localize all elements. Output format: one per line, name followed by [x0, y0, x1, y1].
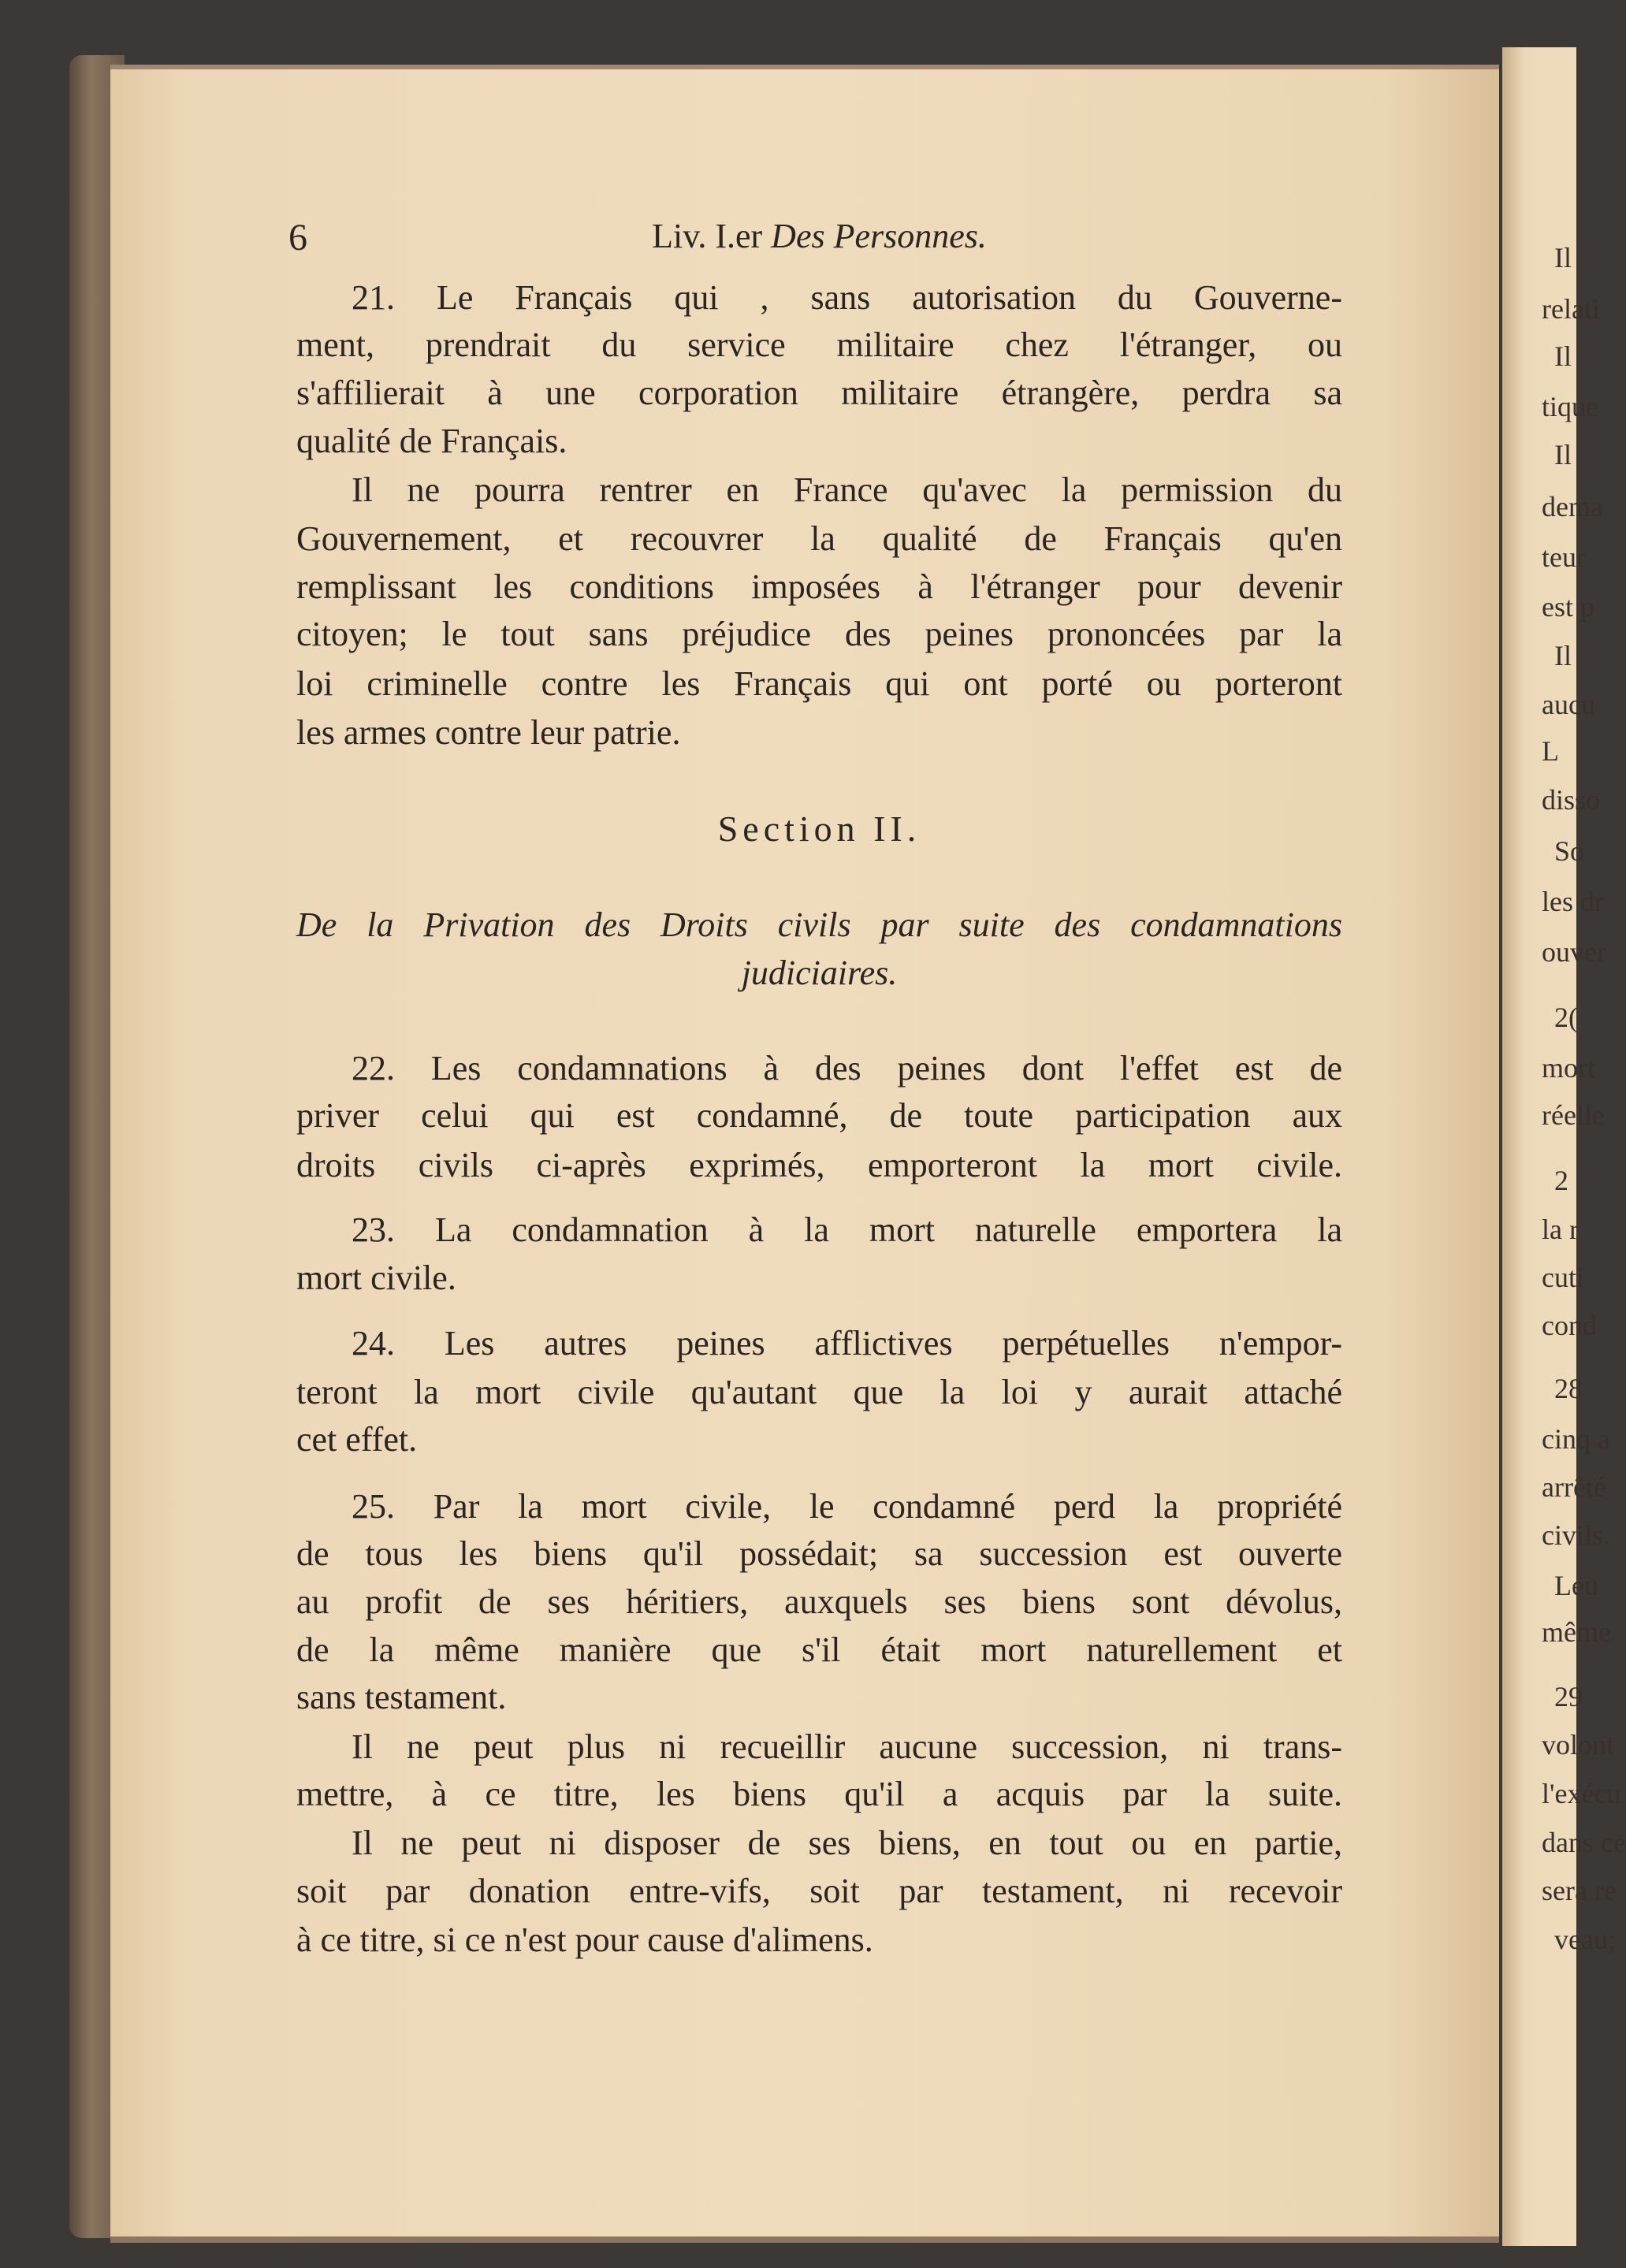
text-line: mort civile. — [296, 1258, 456, 1297]
section-subtitle-line-1: De la Privation des Droits civils par suite des condamnations — [296, 905, 1342, 944]
facing-page-fragment: arrêté — [1542, 1471, 1606, 1504]
text-line: Il ne peut plus ni recueillir aucune succession, ni trans- — [352, 1727, 1342, 1766]
facing-page-fragment: disso — [1542, 784, 1601, 816]
facing-page-fragment: la r — [1542, 1214, 1579, 1246]
facing-page-fragment: l'exécu — [1542, 1778, 1621, 1810]
facing-page-fragment: civils. — [1542, 1519, 1610, 1551]
text-line: mettre, à ce titre, les biens qu'il a acquis par la suite. — [296, 1775, 1342, 1814]
facing-page-fragment: teur — [1542, 541, 1586, 574]
facing-page-fragment: même — [1542, 1615, 1611, 1648]
text-line: cet effet. — [296, 1420, 418, 1459]
facing-page-fragment: mort — [1542, 1051, 1595, 1084]
text-line: citoyen; le tout sans préjudice des peines prononcées par la — [296, 615, 1342, 654]
facing-page-fragment: ouver — [1542, 936, 1606, 969]
facing-page-fragment: 2( — [1554, 1001, 1578, 1033]
text-line: au profit de ses héritiers, auxquels ses biens sont dévolus, — [296, 1582, 1342, 1621]
facing-page-fragment: Il — [1554, 242, 1572, 274]
facing-page-fragment: dema — [1542, 490, 1603, 522]
facing-page-fragment: aucu — [1542, 689, 1595, 721]
facing-page-fragment: volont — [1542, 1728, 1615, 1760]
facing-page-fragment: 2 — [1554, 1165, 1568, 1197]
text-line: 25. Par la mort civile, le condamné perd la propriété — [352, 1486, 1342, 1526]
facing-page-fragment: réelle — [1542, 1099, 1605, 1132]
text-line: ment, prendrait du service militaire chez l'étranger, ou — [296, 325, 1342, 365]
section-subtitle-line-2: judiciaires. — [741, 954, 898, 992]
facing-page-fragment: cinq a — [1542, 1423, 1610, 1456]
facing-page-fragment: cuti — [1542, 1261, 1584, 1293]
facing-page-fragment: sera re — [1542, 1875, 1617, 1906]
text-line: sans testament. — [296, 1678, 507, 1717]
facing-page-fragment: Leu — [1554, 1569, 1598, 1601]
facing-page-fragment: 29 — [1554, 1681, 1583, 1713]
text-line: qualité de Français. — [296, 421, 567, 460]
text-line: loi criminelle contre les Français qui ont porté ou porteront — [296, 664, 1342, 703]
facing-page-fragment: Il — [1554, 639, 1572, 671]
text-line: 23. La condamnation à la mort naturelle emportera la — [352, 1210, 1342, 1250]
text-line: 24. Les autres peines afflictives perpétuelles n'empor- — [352, 1323, 1342, 1363]
text-line: Il ne peut ni disposer de ses biens, en tout ou en partie, — [352, 1824, 1342, 1863]
text-line: teront la mort civile qu'autant que la loi y aurait attaché — [296, 1372, 1342, 1411]
facing-page-fragment: dans ce — [1542, 1827, 1626, 1859]
facing-page-fragment: Il — [1554, 438, 1572, 470]
facing-page-fragment: relati — [1542, 292, 1600, 325]
section-heading: Section II. — [717, 809, 921, 849]
facing-page-fragment: Il — [1554, 340, 1572, 373]
text-line: les armes contre leur patrie. — [296, 713, 681, 753]
text-line: à ce titre, si ce n'est pour cause d'alimens. — [296, 1920, 873, 1960]
facing-page-fragment: 28 — [1554, 1373, 1583, 1405]
text-line: s'affilierait à une corporation militaire étrangère, perdra sa — [296, 373, 1342, 412]
running-head — [296, 216, 1342, 256]
facing-page-fragment: tique — [1542, 391, 1598, 423]
facing-page-fragment: cond — [1542, 1309, 1597, 1341]
text-line: de tous les biens qu'il possédait; sa succession est ouverte — [296, 1534, 1342, 1574]
facing-page-edge — [1502, 47, 1576, 2246]
facing-page-fragment: les dr — [1542, 885, 1604, 917]
text-line: Il ne pourra rentrer en France qu'avec la permission du — [352, 470, 1342, 509]
facing-page-fragment: So — [1554, 835, 1585, 867]
text-line: remplissant les conditions imposées à l'étranger pour devenir — [296, 567, 1342, 606]
text-line: priver celui qui est condamné, de toute participation aux — [296, 1096, 1342, 1136]
text-line: 22. Les condamnations à des peines dont l'effet est de — [352, 1048, 1342, 1088]
text-line: de la même manière que s'il était mort naturellement et — [296, 1630, 1342, 1669]
facing-page-fragment: L — [1542, 735, 1559, 768]
text-line: Gouvernement, et recouvrer la qualité de Français qu'en — [296, 519, 1342, 559]
facing-page-fragment: veau; — [1554, 1924, 1616, 1956]
running-head-book: Liv. I.er — [652, 217, 772, 255]
facing-page-fragment: est p — [1542, 590, 1594, 623]
running-head-title: Des Personnes. — [771, 217, 987, 255]
page-number: 6 — [288, 217, 307, 258]
text-line: 21. Le Français qui , sans autorisation du Gouverne- — [352, 277, 1342, 317]
text-line: droits civils ci-après exprimés, emporteront la mort civile. — [296, 1145, 1342, 1184]
text-line: soit par donation entre-vifs, soit par testament, ni recevoir — [296, 1872, 1342, 1910]
